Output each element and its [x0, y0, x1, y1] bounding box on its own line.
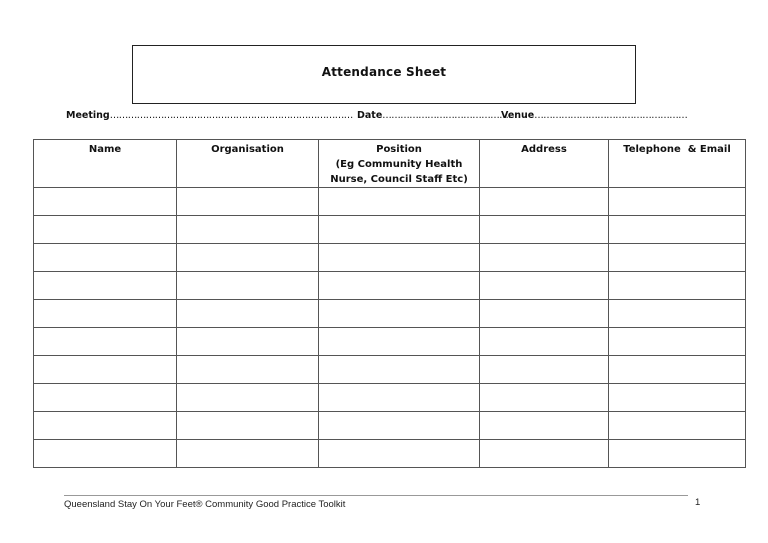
cell-name[interactable]	[34, 216, 177, 244]
header-position-line2: (Eg Community Health	[335, 159, 463, 170]
cell-organisation[interactable]	[177, 356, 319, 384]
cell-telephone-email[interactable]	[609, 440, 746, 468]
footer-divider	[64, 495, 688, 496]
cell-address[interactable]	[480, 216, 609, 244]
header-name-label: Name	[88, 144, 122, 155]
cell-organisation[interactable]	[177, 272, 319, 300]
cell-telephone-email[interactable]	[609, 272, 746, 300]
header-telephone-email	[609, 140, 746, 188]
venue-label: Venue	[501, 110, 535, 121]
cell-telephone-email[interactable]	[609, 384, 746, 412]
table-body	[34, 188, 746, 468]
table-row	[34, 216, 746, 244]
cell-telephone-email[interactable]	[609, 412, 746, 440]
header-name	[34, 140, 177, 188]
cell-address[interactable]	[480, 440, 609, 468]
meeting-dots: ………………………………………………………………………	[109, 110, 353, 121]
title-box	[132, 45, 636, 104]
cell-position[interactable]	[319, 188, 480, 216]
document-title: Attendance Sheet	[321, 65, 447, 79]
cell-position[interactable]	[319, 216, 480, 244]
table-row	[34, 188, 746, 216]
table-header-row	[34, 140, 746, 188]
cell-organisation[interactable]	[177, 440, 319, 468]
cell-address[interactable]	[480, 356, 609, 384]
header-organisation-label: Organisation	[211, 144, 284, 155]
cell-organisation[interactable]	[177, 384, 319, 412]
cell-address[interactable]	[480, 412, 609, 440]
cell-name[interactable]	[34, 440, 177, 468]
cell-organisation[interactable]	[177, 188, 319, 216]
table-row	[34, 356, 746, 384]
header-position-line3: Nurse, Council Staff Etc)	[330, 174, 468, 185]
cell-name[interactable]	[34, 300, 177, 328]
table-row	[34, 328, 746, 356]
cell-organisation[interactable]	[177, 300, 319, 328]
header-address	[480, 140, 609, 188]
cell-telephone-email[interactable]	[609, 216, 746, 244]
cell-telephone-email[interactable]	[609, 328, 746, 356]
cell-telephone-email[interactable]	[609, 300, 746, 328]
footer-text: Queensland Stay On Your Feet® Community Good Practice Toolkit	[64, 499, 346, 510]
cell-name[interactable]	[34, 188, 177, 216]
cell-address[interactable]	[480, 272, 609, 300]
cell-telephone-email[interactable]	[609, 244, 746, 272]
header-organisation	[177, 140, 319, 188]
cell-telephone-email[interactable]	[609, 188, 746, 216]
venue-field[interactable]	[501, 110, 687, 121]
cell-organisation[interactable]	[177, 328, 319, 356]
cell-position[interactable]	[319, 244, 480, 272]
date-dots: …………………………………….	[382, 110, 511, 121]
cell-telephone-email[interactable]	[609, 356, 746, 384]
header-telephone-email-label: Telephone & Email	[623, 144, 731, 155]
attendance-table	[33, 139, 746, 468]
cell-organisation[interactable]	[177, 244, 319, 272]
cell-name[interactable]	[34, 328, 177, 356]
header-position	[319, 140, 480, 188]
cell-position[interactable]	[319, 272, 480, 300]
cell-address[interactable]	[480, 384, 609, 412]
cell-position[interactable]	[319, 300, 480, 328]
table-row	[34, 384, 746, 412]
table-row	[34, 300, 746, 328]
cell-position[interactable]	[319, 440, 480, 468]
cell-name[interactable]	[34, 272, 177, 300]
cell-address[interactable]	[480, 328, 609, 356]
table-row	[34, 272, 746, 300]
cell-organisation[interactable]	[177, 412, 319, 440]
cell-position[interactable]	[319, 384, 480, 412]
cell-name[interactable]	[34, 356, 177, 384]
page-number: 1	[695, 497, 701, 508]
cell-address[interactable]	[480, 244, 609, 272]
cell-name[interactable]	[34, 244, 177, 272]
venue-dots: ……………………………………………	[534, 110, 688, 121]
cell-address[interactable]	[480, 188, 609, 216]
table-row	[34, 244, 746, 272]
header-position-label: Position	[376, 144, 422, 155]
table-row	[34, 440, 746, 468]
cell-name[interactable]	[34, 412, 177, 440]
meeting-field[interactable]	[66, 110, 353, 121]
date-label: Date	[357, 110, 383, 121]
meeting-label: Meeting	[66, 110, 110, 121]
cell-name[interactable]	[34, 384, 177, 412]
cell-organisation[interactable]	[177, 216, 319, 244]
header-address-label: Address	[521, 144, 567, 155]
cell-position[interactable]	[319, 412, 480, 440]
table-row	[34, 412, 746, 440]
date-field[interactable]	[357, 110, 511, 121]
cell-address[interactable]	[480, 300, 609, 328]
cell-position[interactable]	[319, 328, 480, 356]
cell-position[interactable]	[319, 356, 480, 384]
